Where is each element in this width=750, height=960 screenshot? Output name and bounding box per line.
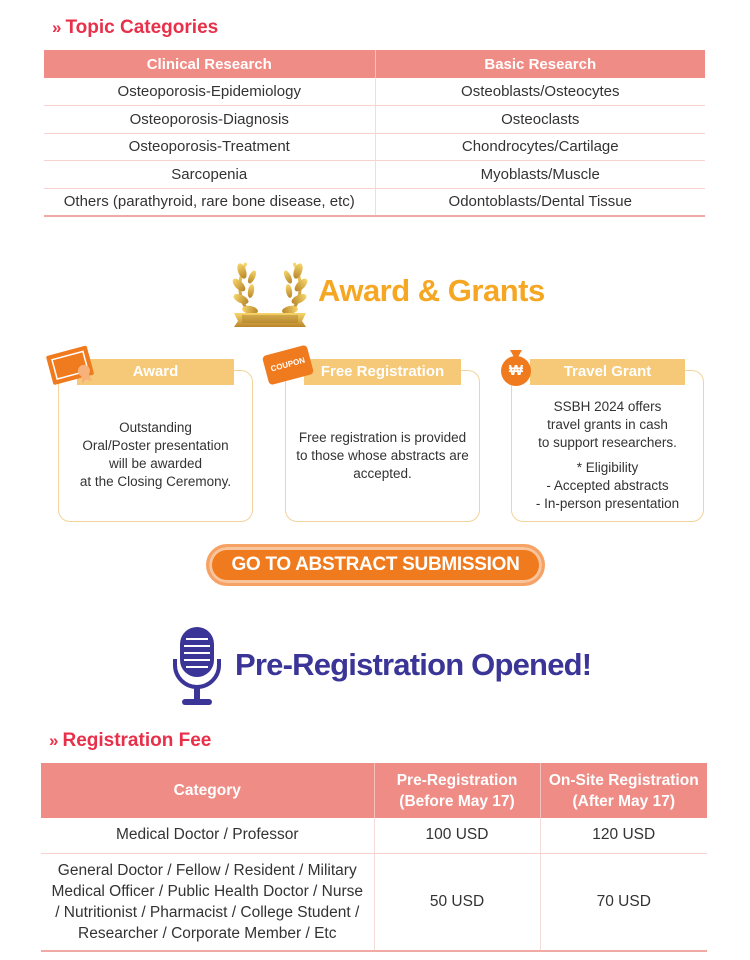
award-card xyxy=(58,363,253,522)
money-bag-icon xyxy=(497,348,535,386)
abstract-submission-button[interactable]: GO TO ABSTRACT SUBMISSION xyxy=(206,544,545,586)
table-cell: Others (parathyroid, rare bone disease, etc) xyxy=(44,188,375,216)
award-grants-title: Award & Grants xyxy=(318,273,545,308)
travel-grant-card-label: Travel Grant xyxy=(530,359,685,385)
table-row xyxy=(44,133,705,161)
table-row xyxy=(44,188,705,216)
table-cell: Myoblasts/Muscle xyxy=(375,161,705,189)
pre-registration-title: Pre-Registration Opened! xyxy=(235,647,592,682)
table-cell: Osteoclasts xyxy=(375,106,705,134)
column-header-category: Category xyxy=(41,763,374,818)
column-header-onsite-registration: On-Site Registration (After May 17) xyxy=(540,763,707,818)
registration-fee-table xyxy=(41,763,707,952)
column-header-basic: Basic Research xyxy=(375,50,705,78)
fee-category-cell: General Doctor / Fellow / Resident / Military Medical Officer / Public Health Doctor / Nurse / Nutritionist / Pharmacist / College Student / Researcher / Corporate Member / Etc xyxy=(41,853,374,951)
table-cell: Osteoblasts/Osteocytes xyxy=(375,78,705,106)
table-cell: Osteoporosis-Diagnosis xyxy=(44,106,375,134)
table-cell: Chondrocytes/Cartilage xyxy=(375,133,705,161)
table-cell: Sarcopenia xyxy=(44,161,375,189)
certificate-icon xyxy=(44,344,98,386)
laurel-wreath-icon xyxy=(232,257,308,329)
won-symbol: ₩ xyxy=(508,362,524,379)
free-registration-card xyxy=(285,363,480,522)
award-card-label: Award xyxy=(77,359,234,385)
topic-categories-title: » Topic Categories xyxy=(52,17,219,38)
microphone-icon xyxy=(172,625,222,707)
free-registration-card-body: Free registration is provided to those whose abstracts are accepted. xyxy=(296,430,469,481)
pre-registration-fee-cell: 100 USD xyxy=(374,818,540,853)
table-row xyxy=(41,818,707,853)
table-row xyxy=(44,161,705,189)
travel-grant-card xyxy=(511,363,704,522)
table-cell: Osteoporosis-Treatment xyxy=(44,133,375,161)
column-header-clinical: Clinical Research xyxy=(44,50,375,78)
travel-grant-card-body: SSBH 2024 offers travel grants in cash to support researchers. * Eligibility - Accepted abstracts - In-person presentation xyxy=(535,399,680,511)
free-registration-card-label: Free Registration xyxy=(304,359,461,385)
table-row xyxy=(44,106,705,134)
registration-fee-title: » Registration Fee xyxy=(49,730,212,751)
coupon-icon: COUPON xyxy=(262,345,314,386)
award-card-body: Outstanding Oral/Poster presentation will be awarded at the Closing Ceremony. xyxy=(79,420,232,489)
table-cell: Osteoporosis-Epidemiology xyxy=(44,78,375,106)
table-row xyxy=(41,853,707,951)
fee-category-cell: Medical Doctor / Professor xyxy=(41,818,374,853)
table-header-row xyxy=(44,50,705,78)
table-cell: Odontoblasts/Dental Tissue xyxy=(375,188,705,216)
column-header-pre-registration: Pre-Registration (Before May 17) xyxy=(374,763,540,818)
table-header-row xyxy=(41,763,707,818)
onsite-fee-cell: 120 USD xyxy=(540,818,707,853)
topic-categories-table xyxy=(44,50,705,217)
onsite-fee-cell: 70 USD xyxy=(540,853,707,951)
table-row xyxy=(44,78,705,106)
pre-registration-fee-cell: 50 USD xyxy=(374,853,540,951)
